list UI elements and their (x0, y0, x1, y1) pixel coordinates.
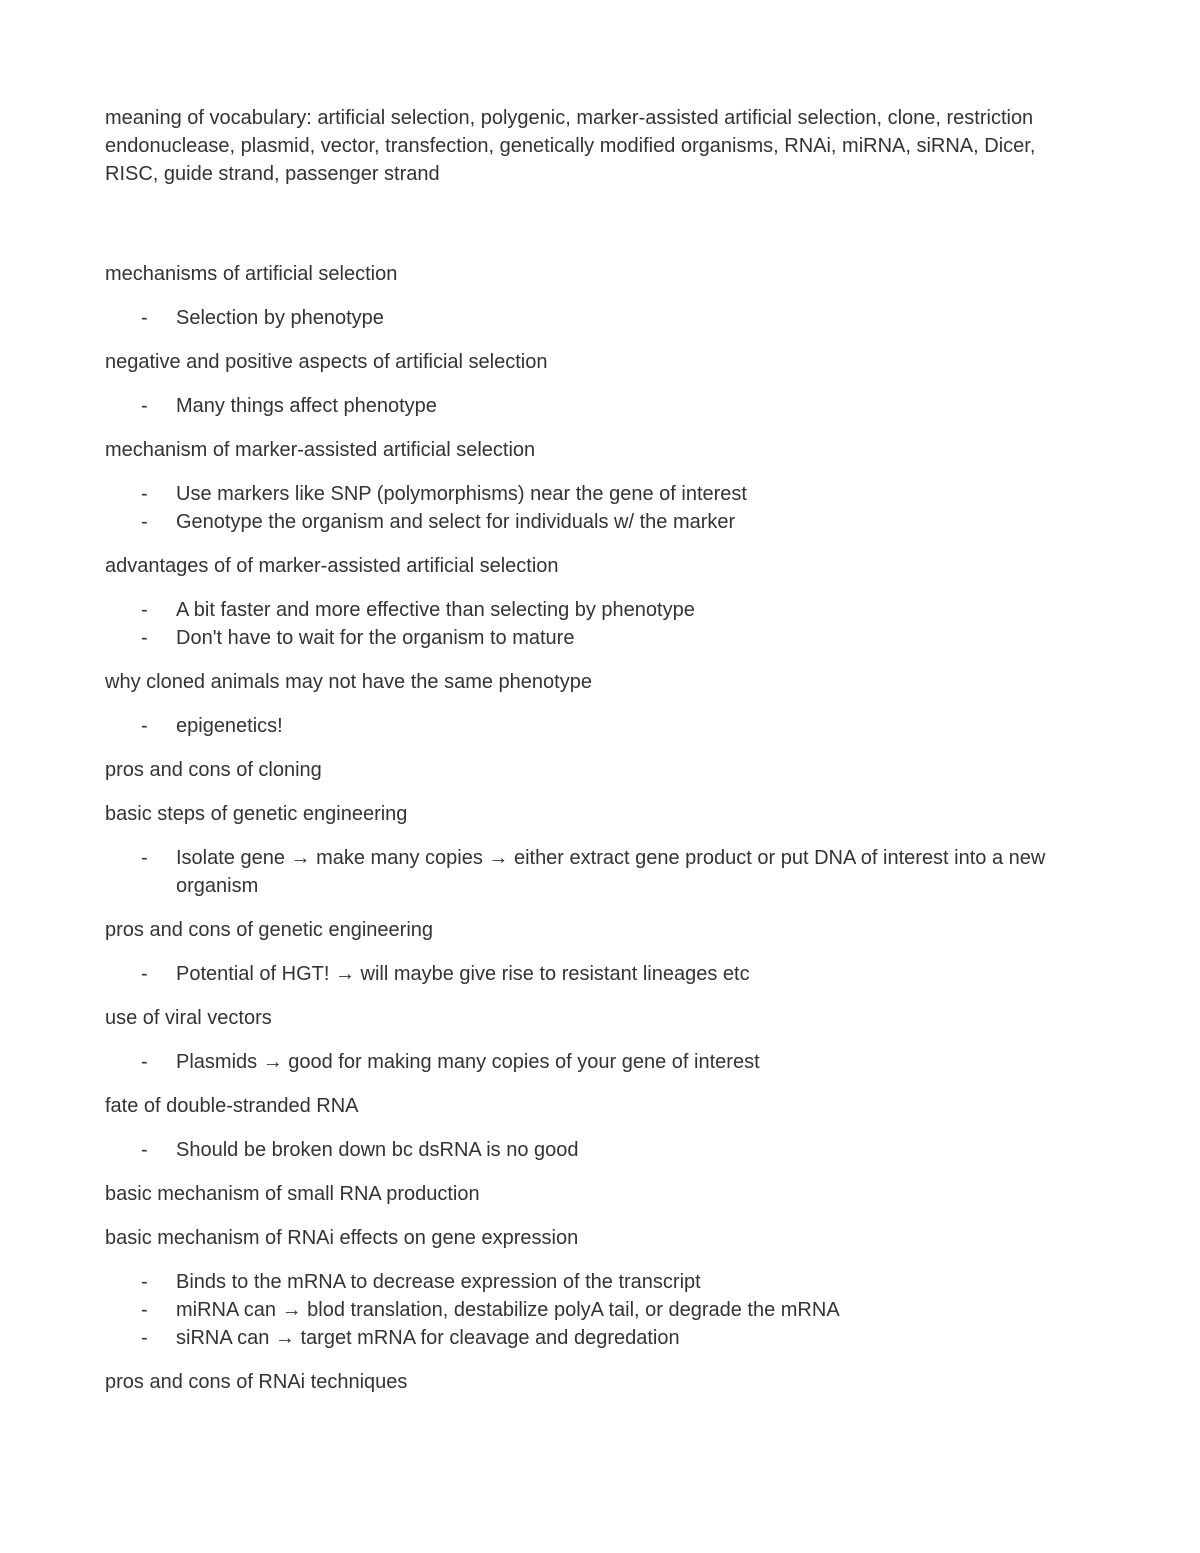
dash-bullet-icon: - (141, 627, 148, 649)
bullet-item (105, 1136, 1080, 1164)
topic-section (105, 1224, 1080, 1352)
bullet-list (105, 480, 1080, 536)
bullet-text: epigenetics! (176, 715, 283, 737)
dash-bullet-icon: - (141, 307, 148, 329)
dash-bullet-icon: - (141, 395, 148, 417)
topic-section (105, 552, 1080, 652)
bullet-item (105, 1296, 1080, 1324)
topic-heading: mechanisms of artificial selection (105, 263, 398, 285)
bullet-item (105, 1268, 1080, 1296)
topic-heading: basic steps of genetic engineering (105, 803, 408, 825)
topic-heading: pros and cons of genetic engineering (105, 919, 434, 941)
bullet-text: siRNA can → target mRNA for cleavage and degredation (176, 1327, 680, 1349)
dash-bullet-icon: - (141, 847, 148, 869)
topic-heading: mechanism of marker-assisted artificial selection (105, 439, 536, 461)
dash-bullet-icon: - (141, 599, 148, 621)
topic-section (105, 800, 1080, 900)
bullet-list (105, 712, 1080, 740)
bullet-text: A bit faster and more effective than selecting by phenotype (176, 599, 695, 621)
bullet-text: Many things affect phenotype (176, 395, 437, 417)
topic-heading: basic mechanism of RNAi effects on gene expression (105, 1227, 579, 1249)
dash-bullet-icon: - (141, 1051, 148, 1073)
topic-heading: negative and positive aspects of artificial selection (105, 351, 548, 373)
topic-section (105, 1092, 1080, 1164)
vocabulary-paragraph: meaning of vocabulary: artificial selection, polygenic, marker-assisted artificial selection, clone, restriction endonuclease, plasmid, vector, transfection, genetically modified organisms, RNAi, miRNA, siRNA, Dicer, RISC, guide strand, passenger strand (105, 107, 1036, 185)
topic-section (105, 260, 1080, 332)
bullet-item (105, 712, 1080, 740)
topic-heading: use of viral vectors (105, 1007, 272, 1029)
bullet-item (105, 304, 1080, 332)
bullet-list (105, 1136, 1080, 1164)
dash-bullet-icon: - (141, 1271, 148, 1293)
topic-section (105, 436, 1080, 536)
bullet-item (105, 1048, 1080, 1076)
document-body (105, 104, 1080, 1396)
bullet-text: Genotype the organism and select for individuals w/ the marker (176, 511, 736, 533)
topic-list (105, 260, 1080, 1396)
bullet-text: Should be broken down bc dsRNA is no good (176, 1139, 579, 1161)
topic-heading: basic mechanism of small RNA production (105, 1183, 480, 1205)
bullet-list (105, 1268, 1080, 1352)
dash-bullet-icon: - (141, 715, 148, 737)
topic-heading: pros and cons of cloning (105, 759, 322, 781)
topic-heading: advantages of of marker-assisted artificial selection (105, 555, 559, 577)
bullet-text: Use markers like SNP (polymorphisms) near the gene of interest (176, 483, 747, 505)
topic-section (105, 668, 1080, 740)
dash-bullet-icon: - (141, 1327, 148, 1349)
dash-bullet-icon: - (141, 511, 148, 533)
dash-bullet-icon: - (141, 1139, 148, 1161)
dash-bullet-icon: - (141, 483, 148, 505)
topic-section (105, 1368, 1080, 1396)
bullet-list (105, 304, 1080, 332)
bullet-item (105, 844, 1080, 900)
bullet-list (105, 596, 1080, 652)
topic-section (105, 348, 1080, 420)
bullet-item (105, 596, 1080, 624)
bullet-item (105, 508, 1080, 536)
bullet-list (105, 1048, 1080, 1076)
bullet-item (105, 480, 1080, 508)
topic-section (105, 1180, 1080, 1208)
bullet-list (105, 392, 1080, 420)
topic-heading: why cloned animals may not have the same phenotype (105, 671, 592, 693)
topic-section (105, 756, 1080, 784)
topic-section (105, 1004, 1080, 1076)
topic-heading: pros and cons of RNAi techniques (105, 1371, 408, 1393)
bullet-text: Plasmids → good for making many copies of your gene of interest (176, 1051, 760, 1073)
bullet-text: miRNA can → blod translation, destabilize polyA tail, or degrade the mRNA (176, 1299, 840, 1321)
bullet-text: Isolate gene → make many copies → either extract gene product or put DNA of interest into a new organism (176, 847, 1046, 897)
bullet-item (105, 392, 1080, 420)
dash-bullet-icon: - (141, 1299, 148, 1321)
topic-section (105, 916, 1080, 988)
bullet-text: Don't have to wait for the organism to mature (176, 627, 575, 649)
bullet-list (105, 960, 1080, 988)
bullet-item (105, 1324, 1080, 1352)
bullet-item (105, 624, 1080, 652)
bullet-list (105, 844, 1080, 900)
bullet-item (105, 960, 1080, 988)
bullet-text: Binds to the mRNA to decrease expression of the transcript (176, 1271, 701, 1293)
topic-heading: fate of double-stranded RNA (105, 1095, 359, 1117)
bullet-text: Potential of HGT! → will maybe give rise to resistant lineages etc (176, 963, 750, 985)
dash-bullet-icon: - (141, 963, 148, 985)
bullet-text: Selection by phenotype (176, 307, 384, 329)
